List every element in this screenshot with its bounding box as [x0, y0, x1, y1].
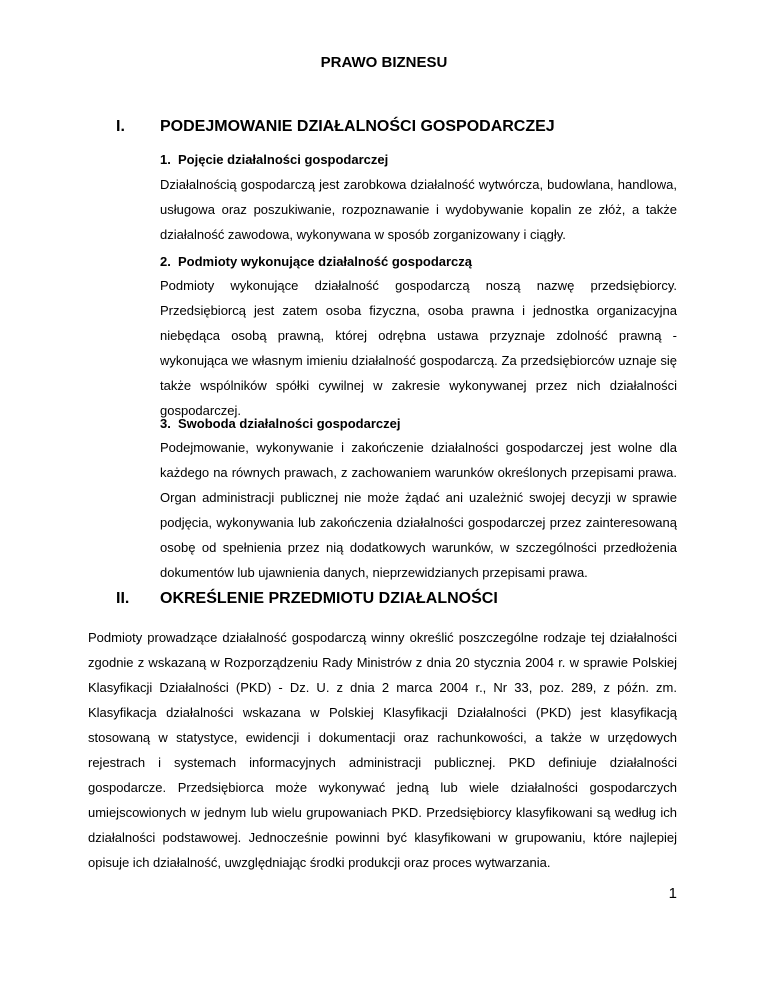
subsection-2-heading [160, 254, 472, 269]
document-title: PRAWO BIZNESU [320, 54, 448, 71]
section-1-title: PODEJMOWANIE DZIAŁALNOŚCI GOSPODARCZEJ [160, 118, 555, 135]
subsection-3-heading [160, 416, 401, 431]
subsection-1-heading [160, 152, 388, 167]
subsection-1-text: Działalnością gospodarczą jest zarobkowa działalność wytwórcza, budowlana, handlowa, usługowa oraz poszukiwanie, rozpoznawanie i wydobywanie kopalin ze złóż, a także działalność zawodowa, wykonywana w sposób zorganizowany i ciągły. [160, 177, 677, 242]
section-2-number: II. [116, 590, 130, 607]
subsection-3-text: Podejmowanie, wykonywanie i zakończenie działalności gospodarczej jest wolne dla każdego na równych prawach, z zachowaniem warunków określonych przepisami prawa. Organ administracji publicznej nie może żądać ani uzależnić swojej decyzji w sprawie podjęcia, wykonywania lub zakończenia działalności gospodarczej przez zainteresowaną osobę od spełnienia przez nią dodatkowych warunków, w szczególności przedłożenia dokumentów lub ujawnienia danych, nieprzewidzianych przepisami prawa. [160, 440, 677, 580]
section-2-heading [116, 590, 498, 608]
subsection-2-title: Podmioty wykonujące działalność gospodarczą [178, 254, 473, 269]
subsection-1-title: Pojęcie działalności gospodarczej [178, 152, 389, 167]
subsection-2-number: 2. [160, 254, 171, 269]
subsection-3-number: 3. [160, 416, 171, 431]
subsection-1-number: 1. [160, 152, 171, 167]
section-2-title: OKREŚLENIE PRZEDMIOTU DZIAŁALNOŚCI [160, 590, 498, 607]
section-1-number: I. [116, 118, 125, 135]
subsection-3-title: Swoboda działalności gospodarczej [178, 416, 401, 431]
section-2-text: Podmioty prowadzące działalność gospodarczą winny określić poszczególne rodzaje tej działalności zgodnie z wskazaną w Rozporządzeniu Rady Ministrów z dnia 20 stycznia 2004 r. w sprawie Polskiej Klasyfikacji Działalności (PKD) - Dz. U. z dnia 2 marca 2004 r., Nr 33, poz. 289, z późn. zm. Klasyfikacja działalności wskazana w Polskiej Klasyfikacji Działalności (PKD) jest klasyfikacją stosowaną w statystyce, ewidencji i dokumentacji oraz rachunkowości, a także w urzędowych rejestrach i systemach informacyjnych administracji publicznej. PKD definiuje działalności gospodarcze. Przedsiębiorca może wykonywać jedną lub wiele działalności gospodarczych umiejscowionych w jednym lub wielu grupowaniach PKD. Przedsiębiorcy klasyfikowani są według ich działalności podstawowej. Jednocześnie powinni być klasyfikowani w grupowaniu, które najlepiej opisuje ich działalność, uwzględniając środki produkcji oraz proces wytwarzania. [88, 630, 677, 870]
section-1-heading [116, 118, 555, 136]
page-number: 1 [668, 885, 677, 902]
subsection-2-text: Podmioty wykonujące działalność gospodarczą noszą nazwę przedsiębiorcy. Przedsiębiorcą jest zatem osoba fizyczna, osoba prawna i jednostka organizacyjna niebędąca osobą prawną, której odrębna ustawa przyznaje zdolność prawną - wykonująca we własnym imieniu działalność gospodarczą. Za przedsiębiorców uznaje się także wspólników spółki cywilnej w zakresie wykonywanej przez nich działalności gospodarczej. [160, 278, 677, 418]
